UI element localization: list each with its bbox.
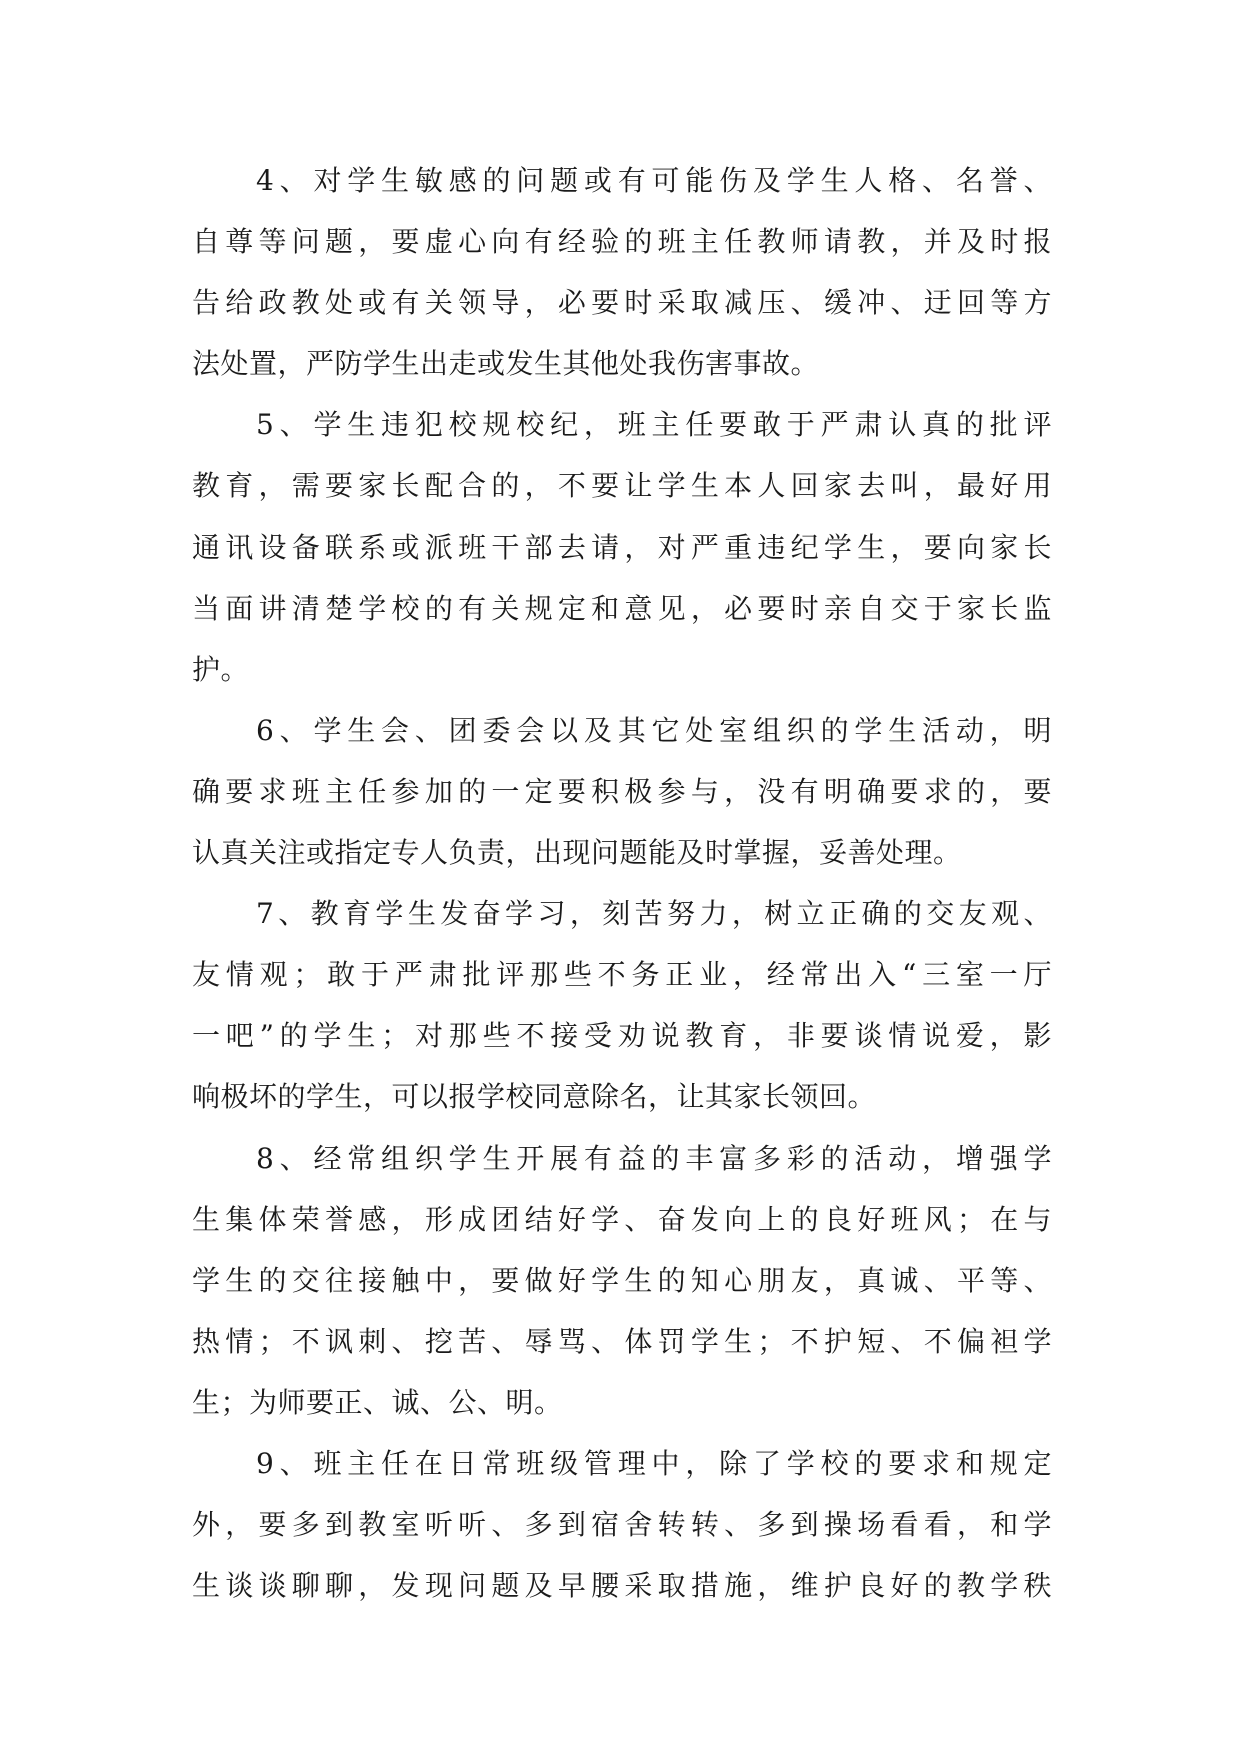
text-line: 当面讲清楚学校的有关规定和意见，必要时亲自交于家长监 [192,591,1052,625]
text-line: 教育，需要家长配合的，不要让学生本人回家去叫，最好用 [192,469,1052,503]
text-line: 响极坏的学生，可以报学校同意除名，让其家长领回。 [192,1080,877,1114]
text-line: 8、经常组织学生开展有益的丰富多彩的活动，增强学 [256,1141,1052,1175]
paragraph-6 [192,700,1052,883]
paragraph-8 [192,1128,1052,1433]
text-line: 生集体荣誉感，形成团结好学、奋发向上的良好班风；在与 [192,1202,1052,1236]
paragraph-4 [192,150,1052,394]
text-line: 生谈谈聊聊，发现问题及早腰采取措施，维护良好的教学秩 [192,1569,1052,1603]
text-line: 热情；不讽刺、挖苦、辱骂、体罚学生；不护短、不偏袒学 [192,1324,1052,1358]
text-line: 自尊等问题，要虚心向有经验的班主任教师请教，并及时报 [192,225,1052,259]
paragraph-9 [192,1433,1052,1616]
paragraph-7 [192,883,1052,1127]
text-line: 4、对学生敏感的问题或有可能伤及学生人格、名誉、 [256,164,1052,197]
text-line: 生；为师要正、诚、公、明。 [192,1385,563,1419]
text-line: 护。 [192,652,250,686]
text-line: 学生的交往接触中，要做好学生的知心朋友，真诚、平等、 [192,1263,1052,1297]
text-line: 一吧”的学生；对那些不接受劝说教育，非要谈情说爱，影 [192,1019,1052,1053]
text-line: 友情观；敢于严肃批评那些不务正业，经常出入“三室一厅 [192,958,1052,992]
text-line: 确要求班主任参加的一定要积极参与，没有明确要求的，要 [192,774,1052,808]
text-line: 告给政教处或有关领导，必要时采取减压、缓冲、迂回等方 [192,286,1052,320]
text-line: 法处置，严防学生出走或发生其他处我伤害事故。 [192,347,820,381]
paragraph-5 [192,394,1052,699]
text-line: 通讯设备联系或派班干部去请，对严重违纪学生，要向家长 [192,530,1052,564]
text-line: 5、学生违犯校规校纪，班主任要敢于严肃认真的批评 [256,408,1052,442]
text-line: 外，要多到教室听听、多到宿舍转转、多到操场看看，和学 [192,1508,1052,1542]
text-line: 6、学生会、团委会以及其它处室组织的学生活动，明 [256,713,1052,747]
text-line: 认真关注或指定专人负责，出现问题能及时掌握，妥善处理。 [192,836,962,870]
document-body [192,150,1052,1616]
text-line: 7、教育学生发奋学习，刻苦努力，树立正确的交友观、 [256,897,1052,931]
text-line: 9、班主任在日常班级管理中，除了学校的要求和规定 [256,1446,1052,1480]
